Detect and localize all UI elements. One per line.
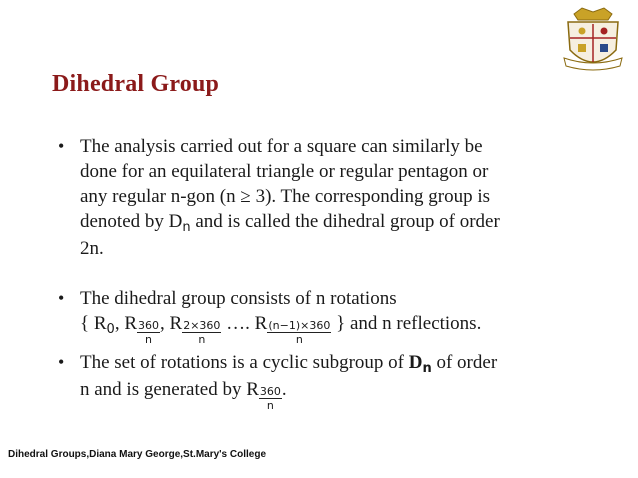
math-text: D bbox=[408, 352, 423, 373]
bullet-text: done for an equilateral triangle or regular pentagon or bbox=[80, 161, 489, 182]
bullet-cyclic-subgroup bbox=[58, 350, 498, 412]
fraction-n-1-x360-over-n bbox=[267, 319, 331, 346]
fraction-360-over-n bbox=[259, 385, 282, 412]
bullet-text: The set of rotations is a cyclic subgroup of bbox=[80, 352, 409, 373]
math-text: { R bbox=[80, 313, 107, 334]
bullet-text: The dihedral group consists of n rotations bbox=[80, 288, 397, 309]
fraction-denominator: n bbox=[266, 399, 274, 412]
fraction-numerator: 360 bbox=[259, 385, 281, 398]
math-text: } and n reflections. bbox=[331, 313, 482, 334]
fraction-numerator: 2×360 bbox=[183, 319, 221, 332]
math-text: …. R bbox=[221, 313, 268, 334]
fraction-denominator: n bbox=[295, 333, 303, 346]
bullet-text: and is called the dihedral group of order bbox=[190, 211, 500, 232]
bullet-text: of order bbox=[431, 352, 498, 373]
bullet-text: n and is generated by R bbox=[80, 379, 259, 400]
subscript: n bbox=[422, 361, 432, 376]
bullet-text: The analysis carried out for a square can similarly be bbox=[80, 136, 483, 157]
subscript: 0 bbox=[106, 322, 115, 337]
bullet-rotations bbox=[58, 286, 482, 346]
fraction-numerator: 360 bbox=[138, 319, 160, 332]
college-crest-logo bbox=[560, 4, 626, 76]
bullet-text: . bbox=[281, 379, 287, 400]
fraction-numerator: (n−1)×360 bbox=[268, 319, 331, 332]
math-text: , R bbox=[114, 313, 138, 334]
bullet-text: 2n. bbox=[80, 238, 104, 259]
bullet-dihedral-definition bbox=[58, 134, 500, 261]
bullet-text: denoted by D bbox=[80, 211, 183, 232]
slide-footer: Dihedral Groups,Diana Mary George,St.Mary's College bbox=[8, 449, 267, 460]
math-text: , R bbox=[160, 313, 183, 334]
bullet-text: any regular n-gon (n ≥ 3). The corresponding group is bbox=[80, 186, 491, 207]
fraction-denominator: n bbox=[198, 333, 206, 346]
subscript: n bbox=[182, 220, 191, 235]
fraction-denominator: n bbox=[145, 333, 152, 346]
slide-title: Dihedral Group bbox=[52, 71, 220, 97]
bullet-dot: • bbox=[58, 288, 65, 308]
bullet-dot: • bbox=[58, 136, 65, 156]
bullet-dot: • bbox=[58, 352, 65, 372]
fraction-360-over-n bbox=[137, 319, 160, 346]
fraction-2x360-over-n bbox=[182, 319, 221, 346]
